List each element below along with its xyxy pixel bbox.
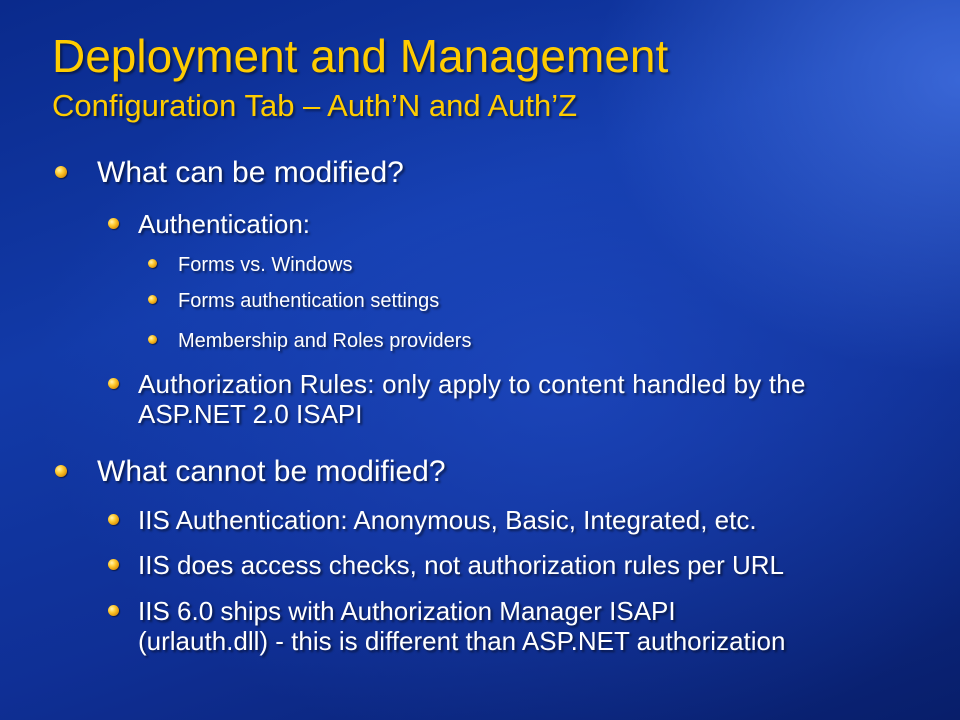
bullet-iis6-authorization-manager: [138, 596, 785, 656]
slide-title: Deployment and Management: [52, 30, 669, 82]
bullet-text: Membership and Roles providers: [178, 330, 472, 352]
bullet-what-can-be-modified: [97, 156, 404, 190]
bullet-membership-roles-providers: [178, 329, 471, 353]
bullet-iis-authentication: [138, 505, 757, 535]
bullet-authorization-rules: [138, 369, 806, 429]
orange-circle-bullet-icon: [148, 335, 157, 344]
orange-circle-bullet-icon: [148, 295, 157, 304]
orange-circle-bullet-icon: [108, 559, 119, 570]
bullet-iis-access-checks: [138, 550, 784, 580]
slide-subtitle: Configuration Tab – Auth’N and Auth’Z: [52, 88, 578, 123]
orange-circle-bullet-icon: [55, 465, 67, 477]
bullet-authentication: [138, 209, 310, 239]
orange-circle-bullet-icon: [108, 218, 119, 229]
orange-circle-bullet-icon: [108, 378, 119, 389]
bullet-text: IIS Authentication: Anonymous, Basic, Integrated, etc.: [138, 505, 757, 535]
bullet-what-cannot-be-modified: [97, 455, 446, 489]
bullet-text-line: IIS 6.0 ships with Authorization Manager ISAPI: [138, 596, 676, 626]
orange-circle-bullet-icon: [55, 166, 67, 178]
bullet-text: What cannot be modified?: [97, 455, 446, 488]
bullet-forms-vs-windows: [178, 253, 352, 277]
bullet-forms-authentication-settings: [178, 289, 439, 313]
bullet-text-line: ASP.NET 2.0 ISAPI: [138, 399, 363, 429]
orange-circle-bullet-icon: [108, 514, 119, 525]
bullet-text: What can be modified?: [97, 156, 404, 189]
orange-circle-bullet-icon: [148, 259, 157, 268]
bullet-text-line: Authorization Rules: only apply to content handled by the: [138, 369, 806, 399]
bullet-text: Authentication:: [138, 209, 311, 239]
bullet-text: Forms authentication settings: [178, 290, 440, 312]
orange-circle-bullet-icon: [108, 605, 119, 616]
bullet-text-line: (urlauth.dll) - this is different than ASP.NET authorization: [138, 626, 786, 656]
bullet-text: Forms vs. Windows: [178, 254, 353, 276]
bullet-text: IIS does access checks, not authorization rules per URL: [138, 550, 784, 580]
